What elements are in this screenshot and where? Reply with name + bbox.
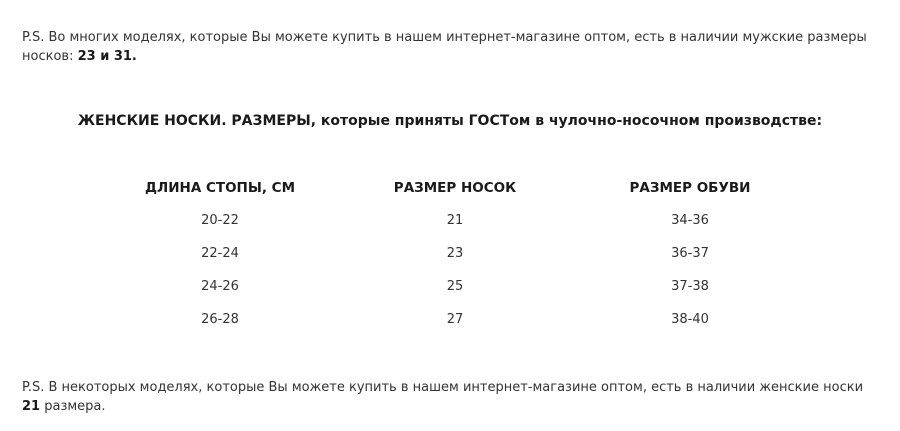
header-sock-size: РАЗМЕР НОСОК: [393, 180, 517, 196]
cell-foot-length: 26-28: [201, 312, 239, 327]
women-socks-size-table: [110, 172, 800, 336]
cell-sock-size: 21: [446, 213, 464, 228]
note-women-sizes-bold: 21: [22, 399, 41, 414]
cell-foot-length: 22-24: [201, 246, 239, 261]
note-women-sizes: [22, 378, 882, 416]
note-women-sizes-text: P.S. В некоторых моделях, которые Вы можете купить в нашем интернет-магазине оптом, есть в наличии женские носки: [22, 380, 864, 395]
cell-foot-length: 20-22: [201, 213, 239, 228]
cell-sock-size: 25: [446, 279, 464, 294]
table-row: [110, 270, 800, 303]
cell-shoe-size: 36-37: [671, 246, 709, 261]
table-header-row: [110, 172, 800, 204]
note-men-sizes-bold: 23 и 31.: [77, 49, 137, 64]
note-women-sizes-tail: размера.: [40, 399, 106, 414]
note-men-sizes: [22, 28, 882, 66]
table-row: [110, 204, 800, 237]
cell-shoe-size: 37-38: [671, 279, 709, 294]
table-row: [110, 303, 800, 336]
table-row: [110, 237, 800, 270]
table-heading: ЖЕНСКИЕ НОСКИ. РАЗМЕРЫ, которые приняты ГОСТом в чулочно-носочном производстве:: [77, 113, 823, 129]
cell-shoe-size: 38-40: [671, 312, 709, 327]
note-men-sizes-text: P.S. Во многих моделях, которые Вы можете купить в нашем интернет-магазине оптом, есть в наличии мужские размеры носков:: [22, 30, 867, 64]
cell-sock-size: 27: [446, 312, 464, 327]
cell-sock-size: 23: [446, 246, 464, 261]
cell-shoe-size: 34-36: [671, 213, 709, 228]
header-shoe-size: РАЗМЕР ОБУВИ: [629, 180, 751, 196]
cell-foot-length: 24-26: [201, 279, 239, 294]
header-foot-length: ДЛИНА СТОПЫ, СМ: [144, 180, 296, 196]
